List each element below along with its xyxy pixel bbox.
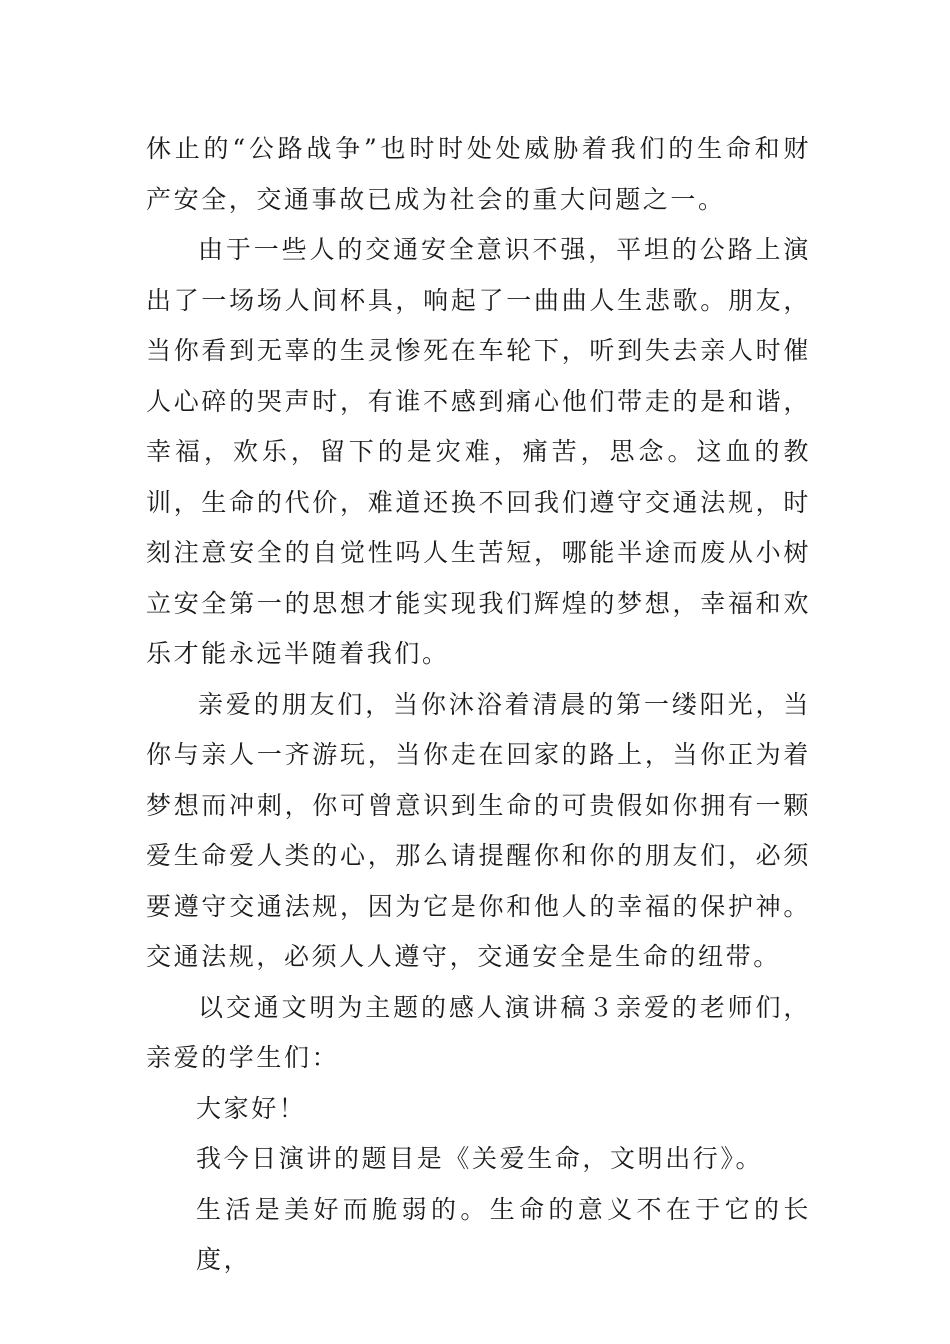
paragraph-dear-friends: 亲爱的朋友们，当你沐浴着清晨的第一缕阳光，当你与亲人一齐游玩，当你走在回家的路上，当你正为着梦想而冲刺，你可曾意识到生命的可贵假如你拥有一颗爱生命爱人类的心，那么请提醒你和你的朋友们，必须要遵守交通法规，因为它是你和他人的幸福的保护神。交通法规，必须人人遵守，交通安全是生命的纽带。 (146, 689, 811, 971)
paragraph-topic: 我今日演讲的题目是《关爱生命，文明出行》。 (196, 1144, 764, 1173)
paragraph-safety-awareness: 由于一些人的交通安全意识不强，平坦的公路上演出了一场场人间杯具，响起了一曲曲人生悲歌。朋友，当你看到无辜的生灵惨死在车轮下，听到失去亲人时催人心碎的哭声时，有谁不感到痛心他们带走的是和谐，幸福，欢乐，留下的是灾难，痛苦，思念。这血的教训，生命的代价，难道还换不回我们遵守交通法规，时刻注意安全的自觉性吗人生苦短，哪能半途而废从小树立安全第一的思想才能实现我们辉煌的梦想，幸福和欢乐才能永远半随着我们。 (146, 235, 811, 668)
document-body (146, 124, 811, 1286)
paragraph-life: 生活是美好而脆弱的。生命的意义不在于它的长度， (196, 1194, 811, 1274)
paragraph-greeting: 大家好！ (196, 1093, 307, 1123)
paragraph-continuation: 休止的“公路战争”也时时处处威胁着我们的生命和财产安全，交通事故已成为社会的重大问题之一。 (146, 134, 811, 214)
paragraph-speech-title-3: 以交通文明为主题的感人演讲稿３亲爱的老师们，亲爱的学生们： (146, 992, 811, 1072)
